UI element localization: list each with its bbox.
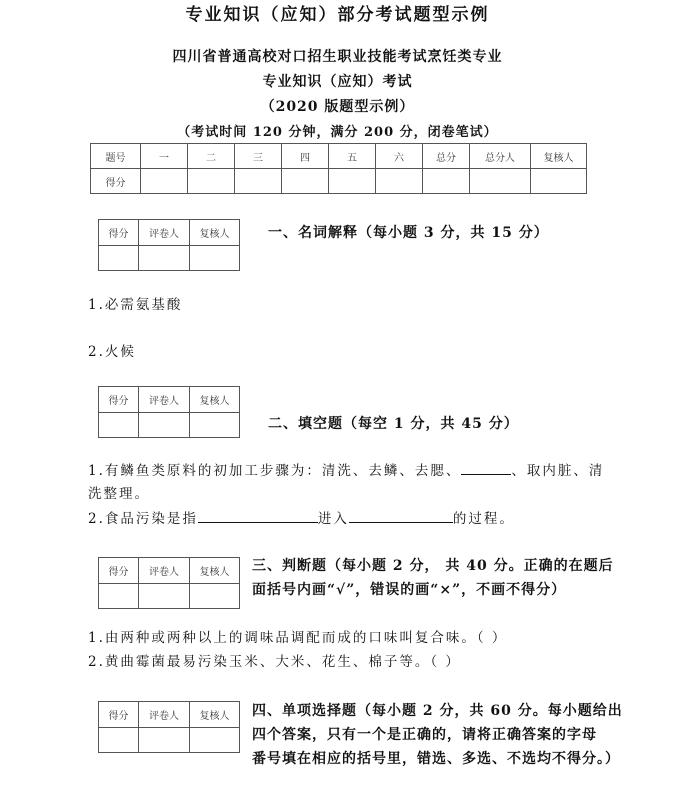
column-header: 五 — [329, 144, 376, 169]
section-1-title: 一、名词解释（每小题 3 分，共 15 分） — [268, 225, 549, 241]
question-text: 1.有鳞鱼类原料的初加工步骤为：清洗、去鳞、去腮、 — [88, 463, 462, 479]
section-3-title-line1: 三、判断题（每小题 2 分， 共 40 分。正确的在题后 — [252, 558, 614, 574]
column-header: 总分 — [423, 144, 470, 169]
grader-cell[interactable] — [139, 246, 190, 271]
grader-header: 复核人 — [190, 702, 240, 728]
score-cell[interactable] — [282, 169, 329, 194]
grader-header: 得分 — [99, 220, 139, 246]
column-header: 二 — [188, 144, 235, 169]
question-text: 、取内脏、清 — [511, 463, 605, 479]
score-cell[interactable] — [235, 169, 282, 194]
grader-header: 得分 — [99, 558, 139, 584]
page-title: 专业知识（应知）部分考试题型示例 — [185, 5, 490, 25]
section-4-title — [252, 699, 623, 771]
grader-header: 得分 — [99, 702, 139, 728]
answer-blank[interactable] — [198, 508, 318, 523]
grader-header: 复核人 — [190, 387, 240, 413]
grader-header: 评卷人 — [139, 702, 190, 728]
grader-cell[interactable] — [99, 728, 139, 753]
grader-cell[interactable] — [139, 728, 190, 753]
grader-header: 评卷人 — [139, 220, 190, 246]
exam-header-line4: （考试时间 120 分钟，满分 200 分，闭卷笔试） — [177, 125, 498, 140]
score-cell[interactable] — [531, 169, 587, 194]
section-2-question-2 — [88, 508, 515, 531]
score-cell[interactable] — [470, 169, 531, 194]
column-header: 六 — [376, 144, 423, 169]
section-1-question-1: 1.必需氨基酸 — [88, 297, 183, 313]
grader-cell[interactable] — [99, 584, 139, 609]
section-4-grader-table — [98, 701, 240, 753]
exam-header-line2: 专业知识（应知）考试 — [262, 74, 413, 90]
question-text: 进入 — [317, 511, 349, 527]
grader-header: 评卷人 — [139, 558, 190, 584]
grader-header: 评卷人 — [139, 387, 190, 413]
question-text: 2.食品污染是指 — [88, 511, 198, 527]
row-label-score: 得分 — [91, 169, 141, 194]
question-text: 的过程。 — [452, 511, 515, 527]
grader-cell[interactable] — [99, 246, 139, 271]
section-3-question-1: 1.由两种或两种以上的调味品调配而成的口味叫复合味。（ ） — [88, 630, 508, 646]
section-3-title — [252, 554, 614, 602]
grader-header: 复核人 — [190, 558, 240, 584]
column-header: 三 — [235, 144, 282, 169]
grader-cell[interactable] — [99, 413, 139, 438]
section-4-title-line1: 四、单项选择题（每小题 2 分，共 60 分。每小题给出 — [252, 703, 623, 719]
grader-cell[interactable] — [190, 584, 240, 609]
score-cell[interactable] — [188, 169, 235, 194]
score-cell[interactable] — [141, 169, 188, 194]
answer-blank[interactable] — [461, 460, 511, 475]
column-header: 复核人 — [531, 144, 587, 169]
section-1-question-2: 2.火候 — [88, 344, 136, 360]
grader-cell[interactable] — [190, 413, 240, 438]
score-cell[interactable] — [376, 169, 423, 194]
column-header: 四 — [282, 144, 329, 169]
section-3-grader-table — [98, 557, 240, 609]
grader-cell[interactable] — [190, 246, 240, 271]
overall-score-table — [90, 143, 587, 194]
grader-cell[interactable] — [139, 413, 190, 438]
section-1-grader-table — [98, 219, 240, 271]
score-cell[interactable] — [423, 169, 470, 194]
section-2-title: 二、填空题（每空 1 分，共 45 分） — [268, 416, 519, 432]
column-header: 一 — [141, 144, 188, 169]
section-4-title-line2: 四个答案，只有一个是正确的，请将正确答案的字母 — [252, 727, 597, 743]
exam-header-line3: （2020 版题型示例） — [260, 99, 415, 115]
section-3-title-line2: 面括号内画“√”，错误的画“×”，不画不得分） — [252, 582, 567, 598]
grader-header: 复核人 — [190, 220, 240, 246]
section-2-grader-table — [98, 386, 240, 438]
question-text: 洗整理。 — [88, 486, 150, 502]
section-3-question-2: 2.黄曲霉菌最易污染玉米、大米、花生、棉子等。（ ） — [88, 654, 461, 670]
row-label-number: 题号 — [91, 144, 141, 169]
exam-header-line1: 四川省普通高校对口招生职业技能考试烹饪类专业 — [172, 49, 503, 65]
column-header: 总分人 — [470, 144, 531, 169]
section-4-title-line3: 番号填在相应的括号里，错选、多选、不选均不得分。） — [252, 751, 620, 767]
section-2-question-1 — [88, 460, 648, 506]
grader-cell[interactable] — [190, 728, 240, 753]
grader-cell[interactable] — [139, 584, 190, 609]
score-cell[interactable] — [329, 169, 376, 194]
grader-header: 得分 — [99, 387, 139, 413]
answer-blank[interactable] — [349, 508, 453, 523]
